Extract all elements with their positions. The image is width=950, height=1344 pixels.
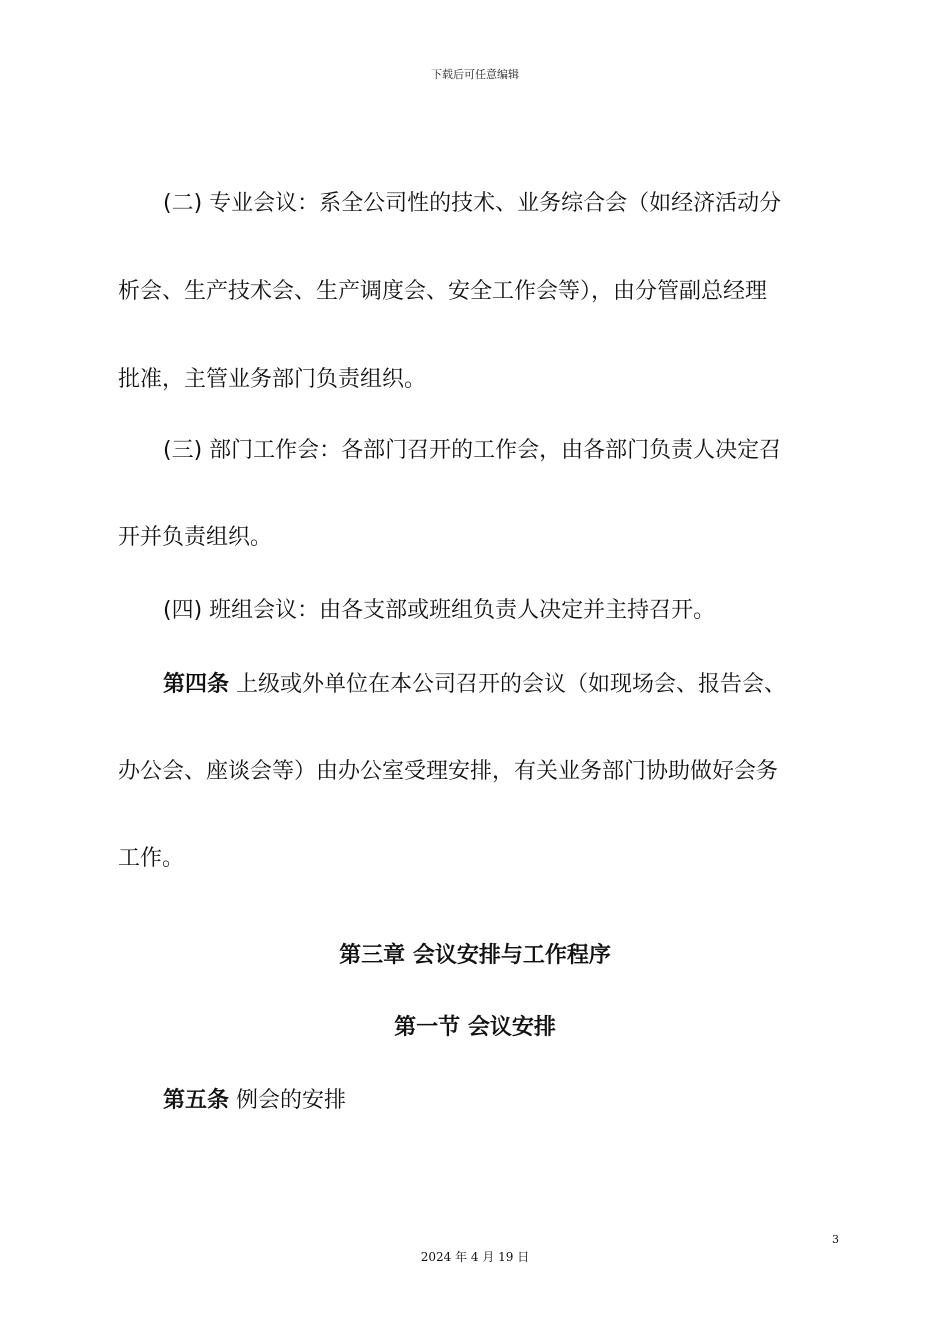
paragraph-3-line-2: 开并负责组织。 [118, 525, 273, 550]
paragraph-3-line-1: (三) 部门工作会：各部门召开的工作会，由各部门负责人决定召 [163, 438, 782, 463]
paragraph-2-line-3: 批准，主管业务部门负责组织。 [118, 367, 427, 392]
article-4-text: 上级或外单位在本公司召开的会议（如现场会、报告会、 [229, 672, 787, 697]
footer-date: 2024 年 4 月 19 日 [420, 1250, 530, 1264]
article-5-label: 第五条 [163, 1088, 230, 1113]
paragraph-4-line-1: (四) 班组会议：由各支部或班组负责人决定并主持召开。 [163, 598, 716, 623]
article-4-line-3: 工作。 [118, 846, 185, 871]
article-4-label: 第四条 [163, 672, 230, 697]
page-number: 3 [832, 1233, 839, 1246]
section-title: 第一节 会议安排 [394, 1015, 556, 1040]
chapter-title: 第三章 会议安排与工作程序 [339, 943, 611, 968]
page-header: 下载后可任意编辑 [431, 68, 519, 81]
paragraph-2-line-1: (二) 专业会议：系全公司性的技术、业务综合会（如经济活动分 [163, 191, 782, 216]
article-4-line-2: 办公会、座谈会等）由办公室受理安排，有关业务部门协助做好会务 [118, 759, 779, 784]
article-5-line-1 [163, 1086, 883, 1116]
article-5-text: 例会的安排 [229, 1088, 347, 1113]
article-4-line-1 [163, 670, 883, 700]
paragraph-2-line-2: 析会、生产技术会、生产调度会、安全工作会等），由分管副总经理 [118, 279, 768, 304]
